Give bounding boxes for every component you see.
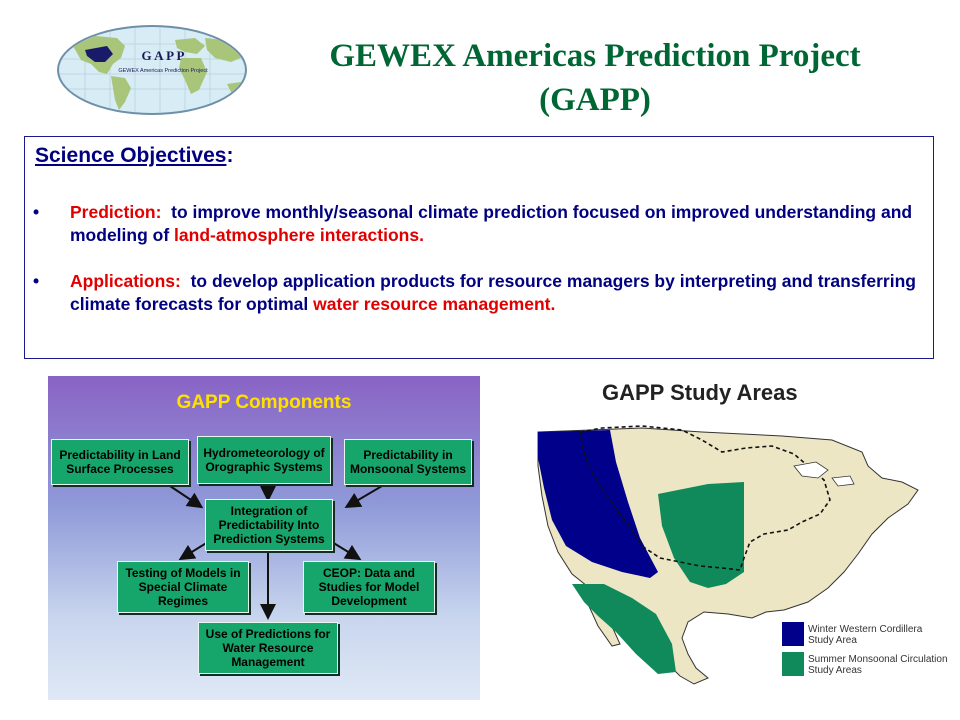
study-areas-title: GAPP Study Areas [602,380,798,405]
legend-swatch-monsoonal [782,652,804,676]
objective-description: to develop application products for resource managers by interpreting and transferring climate forecasts for optimal [70,271,921,314]
objective-text [70,270,920,316]
objective-description: to improve monthly/seasonal climate prediction focused on improved understanding and modeling of [70,202,917,245]
box-hydrometeorology: Hydrometeorology of Orographic Systems [197,436,331,484]
box-integration: Integration of Predictability Into Prediction Systems [205,499,333,551]
objective-highlight: water resource management. [313,294,556,314]
box-use-of-predictions: Use of Predictions for Water Resource Management [198,622,338,674]
svg-text:G A P P: G A P P [141,48,185,63]
objectives-heading-colon: : [226,144,234,167]
objective-label: Prediction: [70,202,162,222]
box-testing-models: Testing of Models in Special Climate Regimes [117,561,249,613]
legend-label-cordillera: Winter Western Cordillera Study Area [808,624,923,646]
title-line-2: (GAPP) [539,82,651,118]
bullet-icon: • [33,271,40,291]
gapp-study-areas-map [532,376,948,700]
objective-text [70,201,920,247]
arrow-integration-to-ceop [332,542,358,558]
bullet-icon: • [33,202,40,222]
objective-label: Applications: [70,271,181,291]
objective-highlight: land-atmosphere interactions. [174,225,424,245]
box-monsoonal: Predictability in Monsoonal Systems [344,439,472,485]
components-title: GAPP Components [176,392,352,413]
gapp-logo-graphic [55,24,250,116]
legend-swatch-cordillera [782,622,804,646]
science-objectives-box [24,136,934,359]
gapp-logo [55,24,250,116]
objectives-heading [35,144,233,168]
objectives-heading-text: Science Objectives [35,144,227,167]
box-land-surface: Predictability in Land Surface Processes [51,439,189,485]
title-line-1: GEWEX Americas Prediction Project [329,38,861,74]
legend-label-monsoonal: Summer Monsoonal Circulation Study Areas [808,654,948,676]
gapp-components-diagram [48,376,480,700]
page-title [250,34,940,122]
svg-text:GEWEX Americas Prediction Proj: GEWEX Americas Prediction Project [118,68,208,74]
arrow-land-to-integration [170,486,200,506]
arrow-monsoon-to-integration [348,486,382,506]
box-ceop: CEOP: Data and Studies for Model Development [303,561,435,613]
